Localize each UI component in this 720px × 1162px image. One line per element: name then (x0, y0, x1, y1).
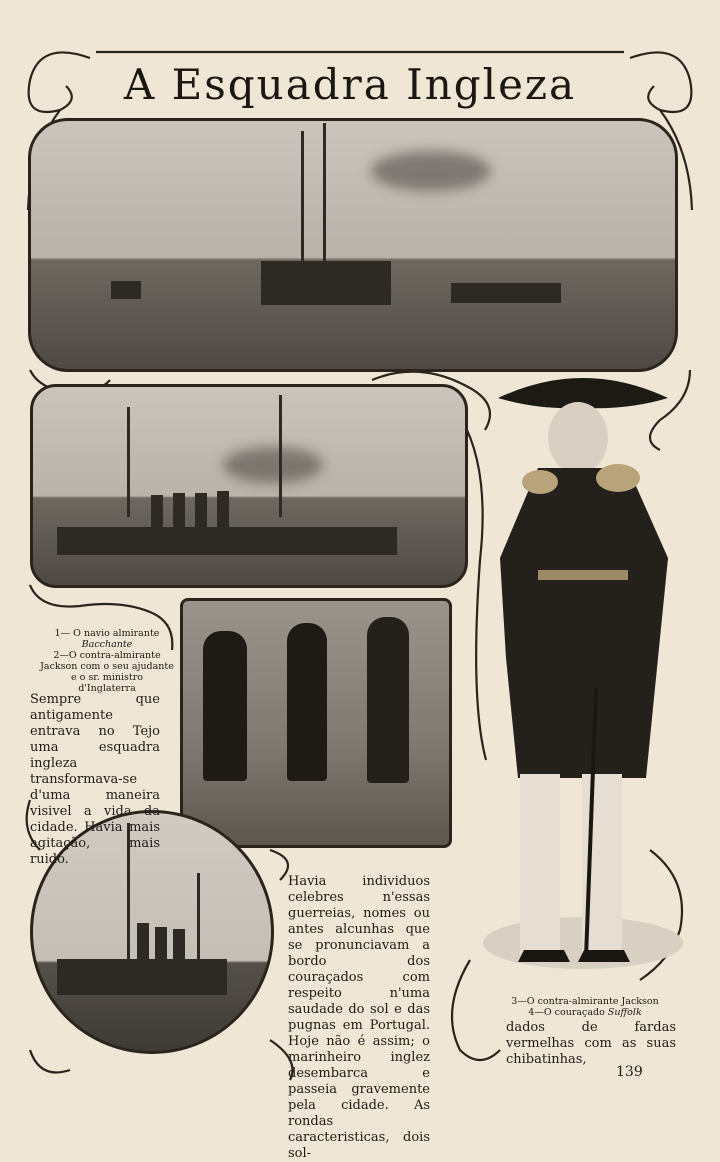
ship-mast (301, 131, 304, 261)
aide-figure (287, 623, 327, 781)
funnel (173, 929, 185, 961)
caption-line: Jackson com o seu ajudante (40, 661, 174, 672)
caption-photos-1-2 (32, 628, 182, 694)
ship-mast (127, 407, 130, 517)
jackson-aide-minister-photo (180, 598, 452, 848)
page-number: 139 (616, 1064, 643, 1080)
caption-italic: Suffolk (607, 1007, 642, 1018)
caption-italic: Bacchante (81, 639, 133, 650)
caption-line: 1— O navio almirante (54, 628, 160, 639)
caption-photos-3-4 (500, 996, 670, 1018)
distant-ship (111, 281, 141, 299)
funnel (151, 495, 163, 529)
caption-ship-name (32, 639, 182, 650)
funnel (155, 927, 167, 961)
smoke-plume (223, 447, 323, 483)
page-title: A Esquadra Ingleza (123, 60, 577, 109)
rear-admiral-jackson-portrait (478, 358, 688, 976)
flagship-hull (57, 527, 397, 555)
funnel (195, 493, 207, 529)
caption-line (500, 1007, 670, 1018)
ship-mast (197, 873, 200, 963)
article-text-middle: Havia individuos celebres n'essas guerreias, nomes ou antes alcunhas que se pronunciavam a bordo dos couraçados com respeito n'uma saudade do sol e das pugnas em Portugal. Hoje não é assim; o marinheiro inglez desembarca e passeia gravemente pela cidade. As rondas caracteristicas, dois sol- (288, 874, 430, 1161)
article-text-right: dados de fardas vermelhas com as suas chibatinhas, (506, 1020, 676, 1067)
ship-mast (279, 395, 282, 517)
flagship-bacchante-photo (30, 384, 468, 588)
central-warship (261, 261, 391, 305)
minister-figure (367, 617, 409, 783)
smoke-plume (371, 151, 491, 191)
harbor-warships-photo (28, 118, 678, 372)
ship-mast (323, 123, 326, 261)
funnel (173, 493, 185, 529)
suffolk-hull (57, 959, 227, 995)
caption-line: 3—O contra-almirante Jackson (511, 996, 659, 1007)
caption-line: d'Inglaterra (78, 683, 136, 694)
funnel (217, 491, 229, 529)
distant-warship (451, 283, 561, 303)
officer-figure (203, 631, 247, 781)
funnel (137, 923, 149, 961)
article-text-left: Sempre que antigamente entrava no Tejo uma esquadra ingleza transformava-se d'uma maneira visivel a vida da cidade. Havia mais agitação, mais ruido. (30, 692, 160, 867)
caption-prefix: 4—O couraçado (528, 1007, 608, 1018)
caption-line: 2—O contra-almirante (53, 650, 161, 661)
caption-line: e o sr. ministro (71, 672, 143, 683)
